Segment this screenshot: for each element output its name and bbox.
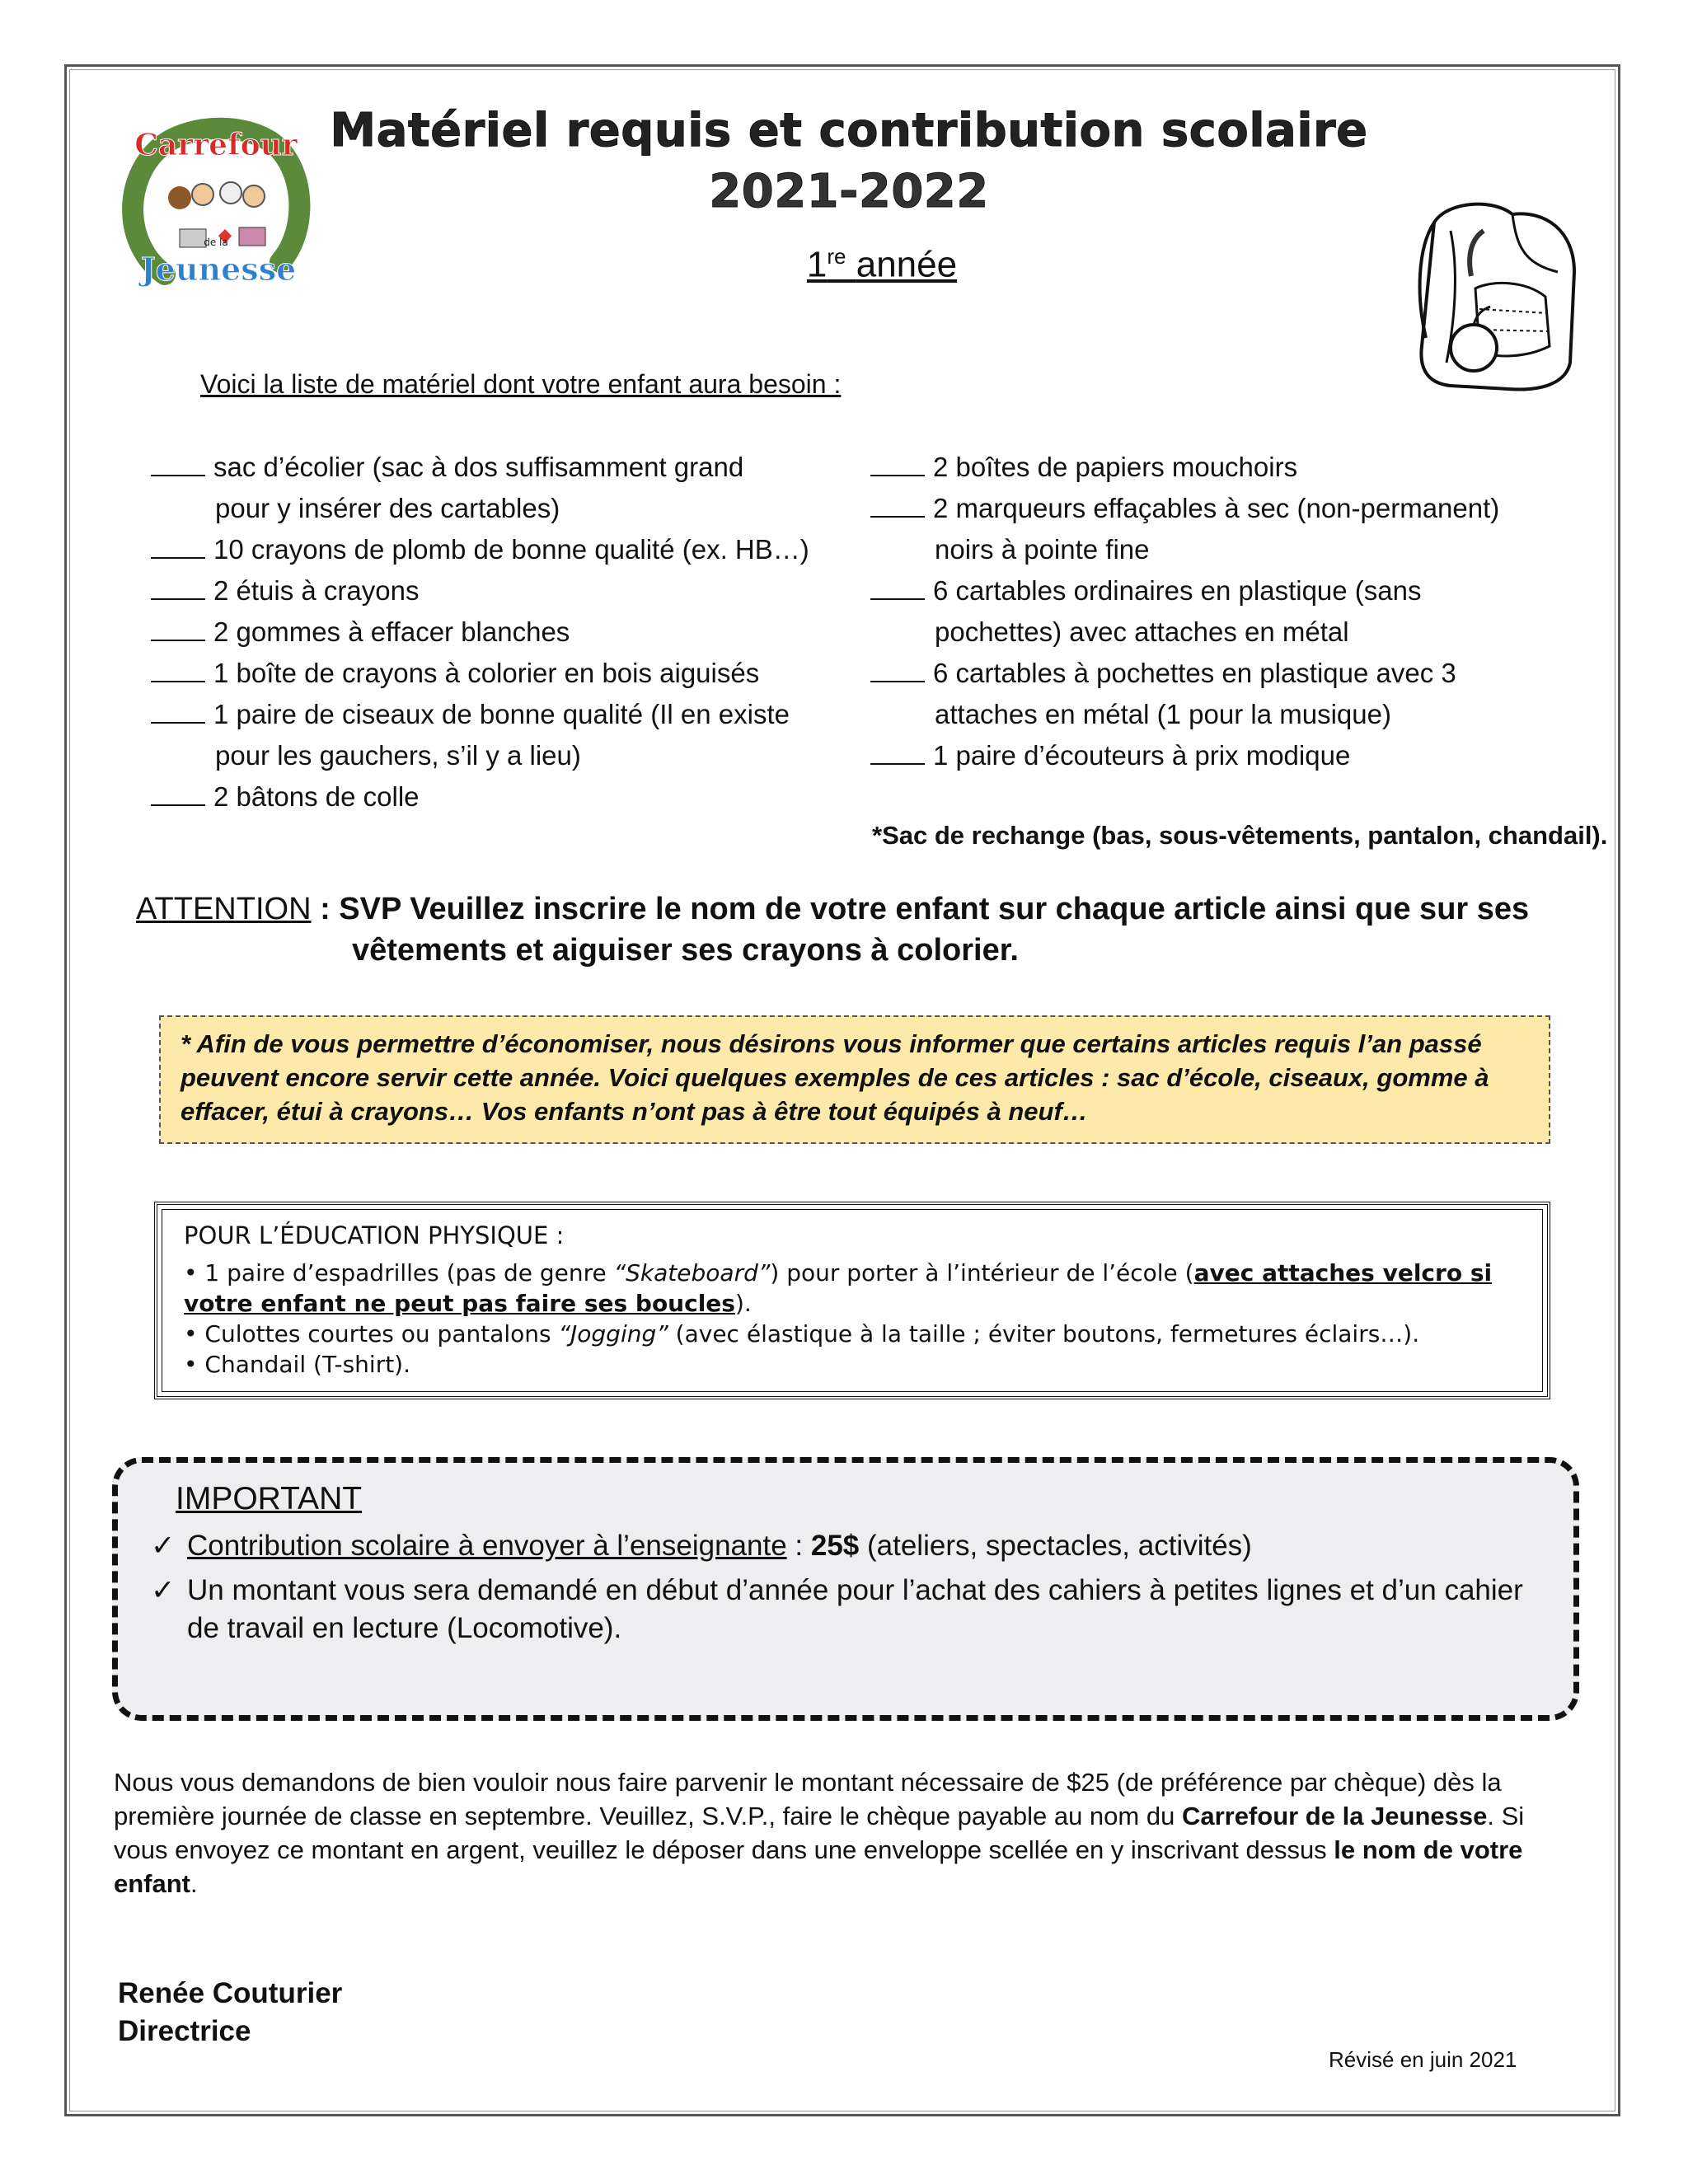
list-item-continuation: attaches en métal (1 pour la musique): [935, 699, 1391, 729]
checkbox-blank[interactable]: [870, 450, 925, 476]
checkbox-blank[interactable]: [870, 656, 925, 682]
important-box: [112, 1457, 1579, 1721]
list-item-continuation: pochettes) avec attaches en métal: [935, 616, 1349, 647]
signer-name: Renée Couturier: [118, 1977, 343, 2009]
list-item: 2 bâtons de colle: [151, 776, 809, 818]
list-item: 1 boîte de crayons à colorier en bois aiguisés: [151, 653, 809, 694]
title-line-2: 2021-2022: [709, 165, 989, 218]
checkbox-blank[interactable]: [151, 450, 205, 476]
list-item: 2 étuis à crayons: [151, 570, 809, 612]
checkbox-blank[interactable]: [151, 615, 205, 641]
important-item-notebooks: ✓ Un montant vous sera demandé en début d’année pour l’achat des cahiers à petites lignes et d’un cahier de travail en lecture (Locomotive).: [151, 1572, 1540, 1647]
savings-note: * Afin de vous permettre d’économiser, nous désirons vous informer que certains articles requis l’an passé peuvent encore servir cette année. Voici quelques exemples de ces articles : sac d’école, ciseaux, gomme à effacer, étui à crayons… Vos enfants n’ont pas à être tout équipés à neuf…: [159, 1015, 1550, 1144]
checkbox-blank[interactable]: [870, 738, 925, 765]
list-item: 2 boîtes de papiers mouchoirs: [870, 447, 1499, 488]
grade-level: [725, 244, 1039, 286]
document-title: [313, 101, 1385, 223]
logo-top-text: Carrefour: [134, 128, 298, 162]
signer-role: Directrice: [118, 2015, 251, 2047]
list-item: 10 crayons de plomb de bonne qualité (ex. HB…): [151, 529, 809, 570]
checkbox-blank[interactable]: [870, 491, 925, 518]
list-item: 6 cartables ordinaires en plastique (sans: [870, 570, 1499, 612]
pe-item: • Culottes courtes ou pantalons “Jogging” (avec élastique à la taille ; éviter boutons, fermetures éclairs…).: [184, 1320, 1420, 1347]
pe-item: • Chandail (T-shirt).: [184, 1351, 411, 1378]
checkbox-blank[interactable]: [151, 532, 205, 559]
contribution-amount: 25$: [810, 1530, 860, 1562]
school-logo: [115, 105, 321, 295]
attention-line-1: SVP Veuillez inscrire le nom de votre enfant sur chaque article ainsi que sur ses: [339, 892, 1530, 926]
pe-title: POUR L’ÉDUCATION PHYSIQUE :: [184, 1221, 565, 1249]
check-icon: ✓: [151, 1574, 176, 1606]
checkbox-blank[interactable]: [151, 780, 205, 806]
materials-list-right: [870, 447, 1499, 776]
spare-clothes-note: *Sac de rechange (bas, sous-vêtements, pantalon, chandail).: [872, 821, 1608, 850]
checkbox-blank[interactable]: [870, 574, 925, 600]
list-item: 6 cartables à pochettes en plastique avec 3: [870, 653, 1499, 694]
list-item: 1 paire de ciseaux de bonne qualité (Il en existe: [151, 694, 809, 735]
physical-education-box: [154, 1202, 1550, 1399]
list-item-continuation: pour y insérer des cartables): [215, 493, 560, 523]
logo-bottom-text: Jeunesse: [140, 251, 297, 288]
title-line-1: Matériel requis et contribution scolaire: [330, 104, 1368, 157]
revision-date: Révisé en juin 2021: [1329, 2047, 1517, 2072]
payee-name: Carrefour de la Jeunesse: [1181, 1802, 1488, 1830]
payment-instructions: Nous vous demandons de bien vouloir nous faire parvenir le montant nécessaire de $25 (de préférence par chèque) dès la première journée de classe en septembre. Veuillez, S.V.P., faire le chèque payable au nom du Carrefour de la Jeunesse. Si vous envoyez ce montant en argent, veuillez le déposer dans une enveloppe scellée en y inscrivant dessus le nom de votre enfant.: [114, 1768, 1525, 1898]
list-item: 1 paire d’écouteurs à prix modique: [870, 735, 1499, 776]
logo-middle-text: de la: [204, 237, 228, 248]
materials-intro: Voici la liste de matériel dont votre enfant aura besoin :: [200, 369, 842, 399]
list-item-continuation: noirs à pointe fine: [935, 534, 1150, 565]
list-item: 2 marqueurs effaçables à sec (non-permanent): [870, 488, 1499, 529]
list-item: 2 gommes à effacer blanches: [151, 612, 809, 653]
grade-suffix: re: [827, 244, 846, 269]
materials-list-left: [151, 447, 809, 818]
grade-word: année: [856, 244, 958, 285]
checkbox-blank[interactable]: [151, 656, 205, 682]
signature-block: [118, 1975, 342, 2050]
list-item: sac d’écolier (sac à dos suffisamment grand: [151, 447, 809, 488]
checkbox-blank[interactable]: [151, 574, 205, 600]
check-icon: ✓: [151, 1530, 176, 1562]
attention-label: ATTENTION: [136, 892, 312, 926]
backpack-illustration: [1401, 198, 1591, 404]
pe-item: • 1 paire d’espadrilles (pas de genre “Skateboard”) pour porter à l’intérieur de l’école (avec attaches velcro si votre enfant ne peut pas faire ses boucles).: [184, 1259, 1493, 1317]
checkbox-blank[interactable]: [151, 697, 205, 724]
grade-number: 1: [806, 244, 828, 285]
list-item-continuation: pour les gauchers, s’il y a lieu): [215, 740, 581, 771]
important-item-contribution: ✓ Contribution scolaire à envoyer à l’enseignante : 25$ (ateliers, spectacles, activités): [151, 1527, 1540, 1565]
attention-line-2: vêtements et aiguiser ses crayons à colorier.: [352, 933, 1019, 968]
important-title: IMPORTANT: [176, 1481, 363, 1516]
attention-notice: ATTENTION : SVP Veuillez inscrire le nom de votre enfant sur chaque article ainsi que sur ses vêtements et aiguiser ses crayons à colorier.: [136, 888, 1529, 971]
